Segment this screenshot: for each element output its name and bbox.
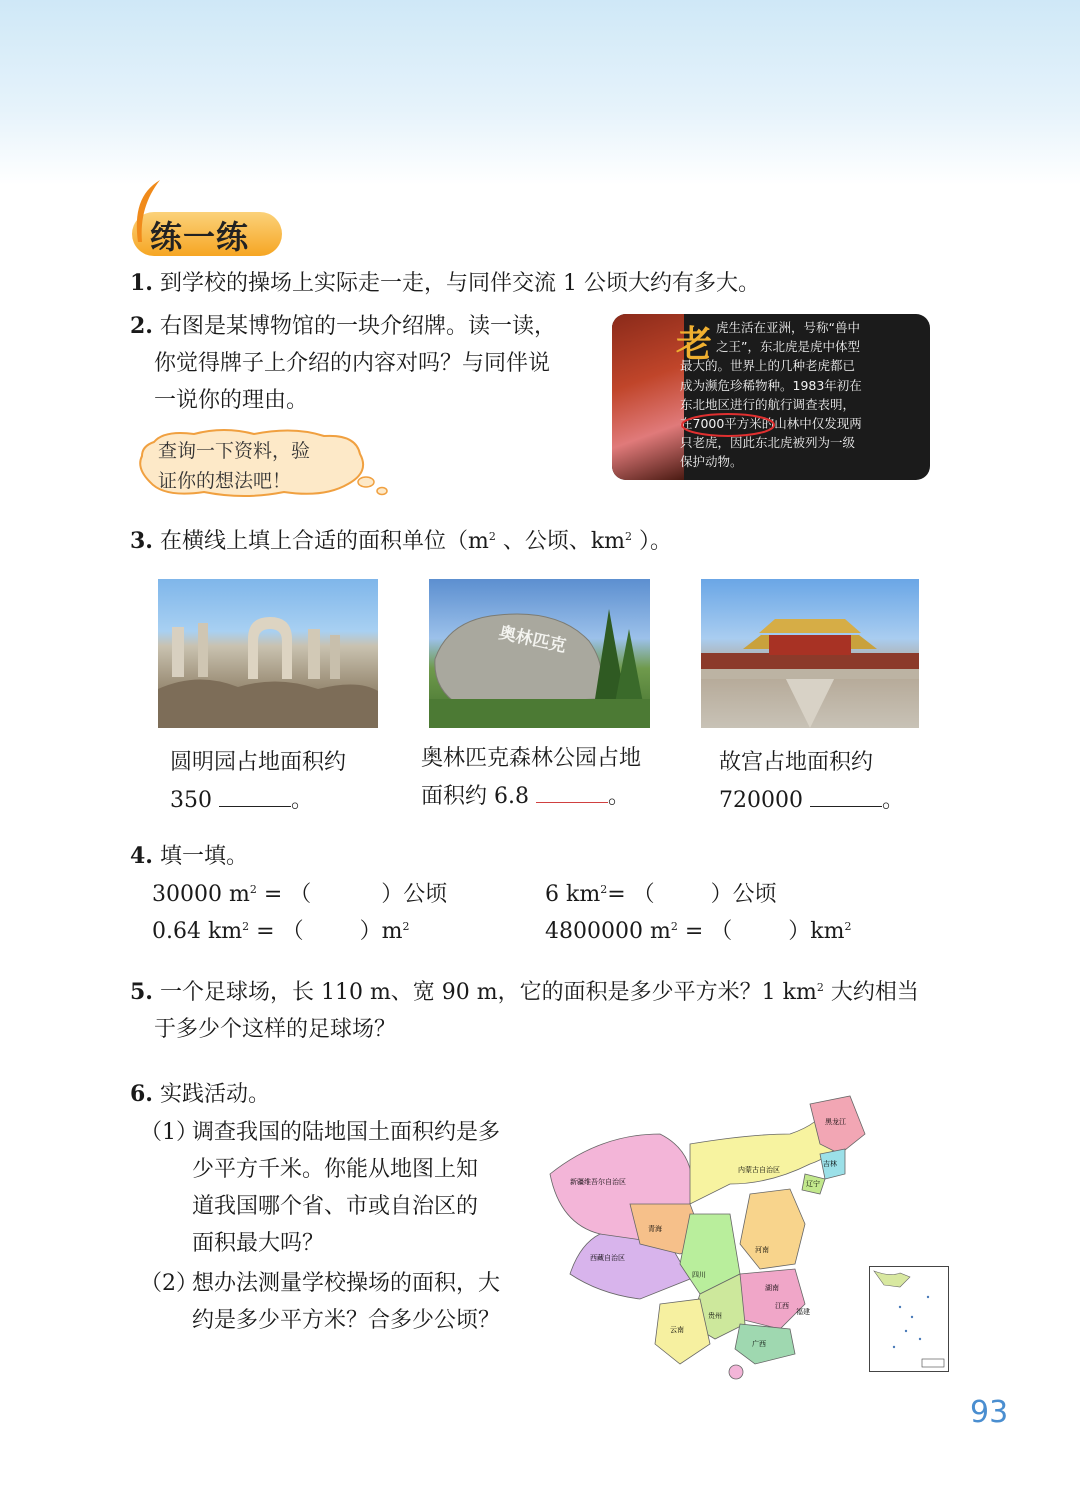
q6-p2-label: （2） — [140, 1271, 198, 1296]
q6-part-1 — [140, 1114, 540, 1262]
q4-item-left: 6 km — [545, 882, 601, 907]
superscript: 2 — [242, 920, 250, 933]
caption-3-line-1: 故宫占地面积约 — [719, 750, 874, 775]
question-2 — [130, 308, 600, 419]
section-banner — [120, 176, 290, 266]
q4-item-right: ）公顷 — [381, 882, 448, 907]
q4-item-left: 30000 m — [152, 882, 250, 907]
superscript: 2 — [488, 530, 496, 543]
caption-2-end: 。 — [608, 784, 631, 809]
superscript: 2 — [402, 920, 410, 933]
q6-part-2 — [140, 1265, 540, 1339]
q4-item-right: ）km — [788, 919, 845, 944]
caption-3-end: 。 — [881, 788, 904, 813]
svg-text:黑龙江: 黑龙江 — [825, 1118, 846, 1126]
rock-inscription: 奥林匹克 — [497, 623, 568, 657]
q4-item-mid: = （ — [677, 919, 733, 944]
svg-text:青海: 青海 — [648, 1225, 662, 1233]
superscript: 2 — [249, 883, 257, 896]
q2-line-2: 你觉得牌子上介绍的内容对吗？与同伴说 — [154, 351, 551, 376]
q6-p1-line: 道我国哪个省、市或自治区的 — [192, 1194, 479, 1219]
q3-number: 3. — [130, 528, 153, 554]
svg-text:江西: 江西 — [775, 1302, 789, 1310]
q3-text-c: ）。 — [632, 529, 673, 554]
south-china-sea-inset — [869, 1266, 949, 1372]
q2-line-1: 右图是某博物馆的一块介绍牌。读一读， — [159, 314, 556, 339]
svg-text:吉林: 吉林 — [823, 1160, 837, 1168]
superscript: 2 — [670, 920, 678, 933]
sign-line: 之王”，东北虎是虎中体型 — [716, 339, 860, 355]
q4-item-mid: = （ — [249, 919, 304, 944]
q6-p1-line: 调查我国的陆地国土面积约是多 — [192, 1120, 501, 1145]
caption-1-line-1: 圆明园占地面积约 — [170, 750, 347, 775]
superscript: 2 — [600, 883, 608, 896]
question-5 — [130, 974, 960, 1048]
q1-text: 到学校的操场上实际走一走，与同伴交流 1 公顷大约有多大。 — [159, 271, 760, 296]
caption-2-prefix: 面积约 — [421, 784, 488, 809]
q4-item-1 — [152, 876, 447, 913]
red-circle-annotation — [678, 410, 778, 440]
question-6 — [130, 1076, 270, 1113]
q5-line-2: 于多少个这样的足球场？ — [154, 1017, 397, 1042]
q4-item-3 — [152, 913, 409, 950]
question-3 — [130, 523, 950, 560]
caption-2 — [421, 740, 641, 816]
svg-text:湖南: 湖南 — [765, 1284, 779, 1292]
svg-text:西藏自治区: 西藏自治区 — [590, 1254, 625, 1262]
question-1 — [130, 265, 950, 302]
page-number: 93 — [970, 1395, 1009, 1430]
q4-item-4 — [545, 913, 851, 950]
q6-p1-line: 少平方千米。你能从地图上知 — [192, 1157, 479, 1182]
svg-text:内蒙古自治区: 内蒙古自治区 — [738, 1166, 780, 1174]
q6-p2-line: 约是多少平方米？合多少公顷？ — [192, 1308, 501, 1333]
photo-olympic-forest-park — [429, 579, 650, 728]
q6-title: 实践活动。 — [159, 1082, 270, 1107]
photo-yuanmingyuan — [158, 579, 378, 728]
q3-text-b: 、公顷、km — [495, 529, 626, 554]
china-map — [540, 1094, 870, 1384]
caption-3-value: 720000 — [719, 788, 803, 813]
q4-item-left: 0.64 km — [152, 919, 243, 944]
q6-number: 6. — [130, 1081, 153, 1107]
sign-line: 在7000平方米的山林中仅发现两 — [680, 416, 862, 432]
q4-title: 填一填。 — [159, 844, 248, 869]
superscript: 2 — [816, 981, 824, 994]
svg-text:辽宁: 辽宁 — [806, 1180, 820, 1188]
q4-item-mid: = （ — [607, 882, 655, 907]
sign-big-character: 老 — [676, 324, 713, 365]
q4-item-right: ）公顷 — [710, 882, 777, 907]
caption-1-value: 350 — [170, 788, 212, 813]
sign-line: 保护动物。 — [680, 454, 743, 470]
sign-line: 虎生活在亚洲，号称“兽中 — [716, 320, 860, 335]
q4-item-2 — [545, 876, 777, 913]
svg-text:新疆维吾尔自治区: 新疆维吾尔自治区 — [570, 1178, 626, 1186]
superscript: 2 — [844, 920, 852, 933]
q5-line-1a: 一个足球场，长 110 m、宽 90 m，它的面积是多少平方米？1 km — [159, 980, 817, 1005]
svg-text:四川: 四川 — [692, 1271, 706, 1279]
svg-text:福建: 福建 — [796, 1308, 810, 1316]
svg-text:云南: 云南 — [670, 1326, 684, 1334]
answer-blank[interactable] — [219, 786, 291, 807]
tiger-photo — [612, 314, 684, 480]
q5-number: 5. — [130, 979, 153, 1005]
q6-p2-line: 想办法测量学校操场的面积，大 — [192, 1271, 501, 1296]
bubble-line-2: 证你的想法吧！ — [158, 470, 292, 492]
section-title: 练一练 — [150, 218, 250, 256]
answer-blank[interactable] — [810, 786, 882, 807]
question-4 — [130, 838, 248, 875]
thought-bubble — [134, 428, 394, 500]
caption-1-end: 。 — [291, 788, 314, 813]
svg-text:河南: 河南 — [755, 1246, 769, 1254]
caption-3 — [719, 744, 904, 820]
sign-line: 只老虎，因此东北虎被列为一级 — [680, 435, 856, 451]
q5-line-1b: 大约相当 — [823, 980, 919, 1005]
q4-item-left: 4800000 m — [545, 919, 671, 944]
svg-text:贵州: 贵州 — [708, 1312, 722, 1320]
answer-blank[interactable] — [536, 782, 608, 803]
museum-sign — [612, 314, 930, 480]
sign-line: 最大的。世界上的几种老虎都已 — [680, 358, 856, 374]
q6-p1-label: （1） — [140, 1120, 198, 1145]
caption-2-line-1: 奥林匹克森林公园占地 — [421, 746, 642, 771]
china-map-shape — [540, 1094, 870, 1384]
q3-text-a: 在横线上填上合适的面积单位（m — [159, 529, 489, 554]
bubble-line-1: 查询一下资料，验 — [158, 440, 311, 462]
caption-1 — [170, 744, 346, 820]
q4-number: 4. — [130, 843, 153, 869]
superscript: 2 — [625, 530, 633, 543]
sign-line: 东北地区进行的航行调查表明， — [680, 396, 856, 412]
q2-line-3: 一说你的理由。 — [154, 388, 309, 413]
sign-text — [680, 318, 924, 472]
q2-number: 2. — [130, 313, 153, 339]
sign-line: 成为濒危珍稀物种。1983年初在 — [680, 377, 862, 393]
q4-item-right: ）m — [359, 919, 403, 944]
q4-item-mid: = （ — [256, 882, 312, 907]
svg-text:广西: 广西 — [752, 1340, 766, 1348]
q1-number: 1. — [130, 270, 153, 296]
q6-p1-line: 面积最大吗？ — [192, 1231, 325, 1256]
photo-forbidden-city — [701, 579, 919, 728]
caption-2-value: 6.8 — [494, 784, 530, 809]
